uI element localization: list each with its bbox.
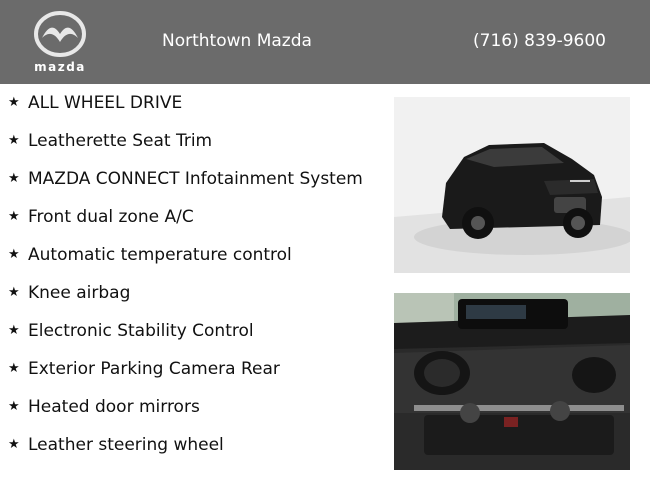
star-icon: ★ xyxy=(8,209,20,224)
feature-item xyxy=(8,320,378,343)
star-icon: ★ xyxy=(8,437,20,452)
feature-item xyxy=(8,92,378,115)
feature-label: MAZDA CONNECT Infotainment System xyxy=(28,169,363,189)
vehicle-interior-photo[interactable] xyxy=(394,293,630,470)
brand-wordmark: mazda xyxy=(34,60,86,74)
dashboard-interior-image xyxy=(394,293,630,470)
star-icon: ★ xyxy=(8,247,20,262)
feature-item xyxy=(8,282,378,305)
feature-label: Automatic temperature control xyxy=(28,245,292,265)
dealer-name[interactable]: Northtown Mazda xyxy=(162,31,312,51)
feature-label: Knee airbag xyxy=(28,283,131,303)
suv-exterior-image xyxy=(394,97,630,273)
mazda-emblem-icon xyxy=(22,8,98,60)
star-icon: ★ xyxy=(8,361,20,376)
feature-item xyxy=(8,206,378,229)
star-icon: ★ xyxy=(8,323,20,338)
star-icon: ★ xyxy=(8,399,20,414)
feature-label: Exterior Parking Camera Rear xyxy=(28,359,280,379)
feature-label: Leatherette Seat Trim xyxy=(28,131,213,151)
star-icon: ★ xyxy=(8,171,20,186)
feature-item xyxy=(8,168,378,191)
star-icon: ★ xyxy=(8,285,20,300)
feature-label: Electronic Stability Control xyxy=(28,321,254,341)
star-icon: ★ xyxy=(8,95,20,110)
feature-label: Heated door mirrors xyxy=(28,397,200,417)
mazda-logo[interactable] xyxy=(22,8,98,78)
feature-label: Front dual zone A/C xyxy=(28,207,194,227)
feature-item xyxy=(8,244,378,267)
feature-item xyxy=(8,358,378,381)
dealer-phone[interactable]: (716) 839-9600 xyxy=(473,31,606,51)
feature-item xyxy=(8,434,378,457)
feature-list xyxy=(8,92,378,472)
header-bar xyxy=(0,0,650,84)
feature-item xyxy=(8,130,378,153)
star-icon: ★ xyxy=(8,133,20,148)
vehicle-exterior-photo[interactable] xyxy=(394,97,630,273)
feature-item xyxy=(8,396,378,419)
feature-label: Leather steering wheel xyxy=(28,435,224,455)
feature-label: ALL WHEEL DRIVE xyxy=(28,93,183,113)
